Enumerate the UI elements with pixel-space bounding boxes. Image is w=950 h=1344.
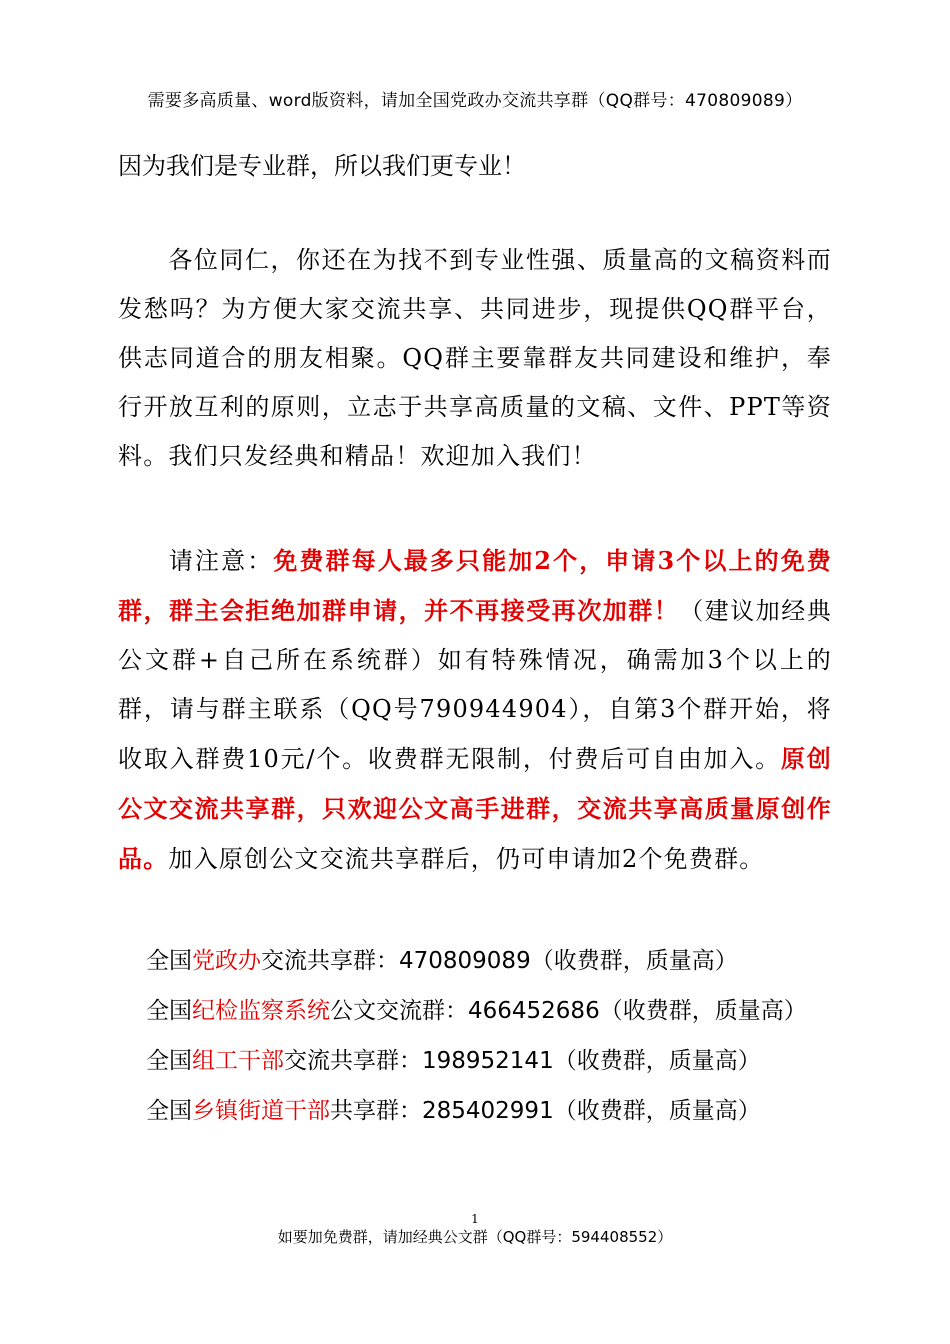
group-highlight: 纪检监察系统 [192,998,330,1024]
notice-tail: 加入原创公文交流共享群后，仍可申请加2个免费群。 [168,845,765,873]
group-suffix: 交流共享群：198952141（收费群，质量高） [284,1048,761,1074]
group-prefix: 全国 [146,948,192,974]
group-highlight: 乡镇街道干部 [192,1098,330,1124]
group-suffix: 交流共享群：470809089（收费群，质量高） [261,948,738,974]
notice-red-warning: 免费群每人最多只能加2个，申请3个以上的免费群，群主会拒绝加群申请，并不再接受再次加群！ [118,546,833,625]
tagline: 因为我们是专业群，所以我们更专业！ [118,152,526,180]
group-highlight: 党政办 [192,948,261,974]
group-prefix: 全国 [146,998,192,1024]
group-highlight: 组工干部 [192,1048,284,1074]
group-list [118,936,834,1136]
page-footer: 如要加免费群，请加经典公文群（QQ群号：594408552） [277,1228,673,1246]
group-suffix: 共享群：285402991（收费群，质量高） [330,1098,761,1124]
group-prefix: 全国 [146,1048,192,1074]
group-item-zugong [118,1036,834,1086]
notice-lead: 请注意： [168,547,274,575]
notice-paragraph [118,536,832,884]
page-header: 需要多高质量、word版资料，请加全国党政办交流共享群（QQ群号：470809089） [147,91,803,111]
group-item-xiangzhen [118,1086,834,1136]
intro-paragraph [118,236,832,481]
group-suffix: 公文交流群：466452686（收费群，质量高） [330,998,807,1024]
page-number: 1 [471,1212,479,1226]
intro-text: 各位同仁，你还在为找不到专业性强、质量高的文稿资料而发愁吗？为方便大家交流共享、共同进步，现提供QQ群平台，供志同道合的朋友相聚。QQ群主要靠群友共同建设和维护，奉行开放互利的原则，立志于共享高质量的文稿、文件、PPT等资料。我们只发经典和精品！欢迎加入我们！ [118,246,832,470]
notice-body: （建议加经典公文群+自己所在系统群）如有特殊情况，确需加3个以上的群，请与群主联系（QQ号790944904），自第3个群开始，将收取入群费10元/个。收费群无限制，付费后可自由加入。 [118,597,833,773]
group-item-jijian [118,986,834,1036]
group-item-dangzhengban [118,936,834,986]
notice-red-original: 原创公文交流共享群，只欢迎公文高手进群，交流共享高质量原创作品。 [118,744,832,873]
group-prefix: 全国 [146,1098,192,1124]
